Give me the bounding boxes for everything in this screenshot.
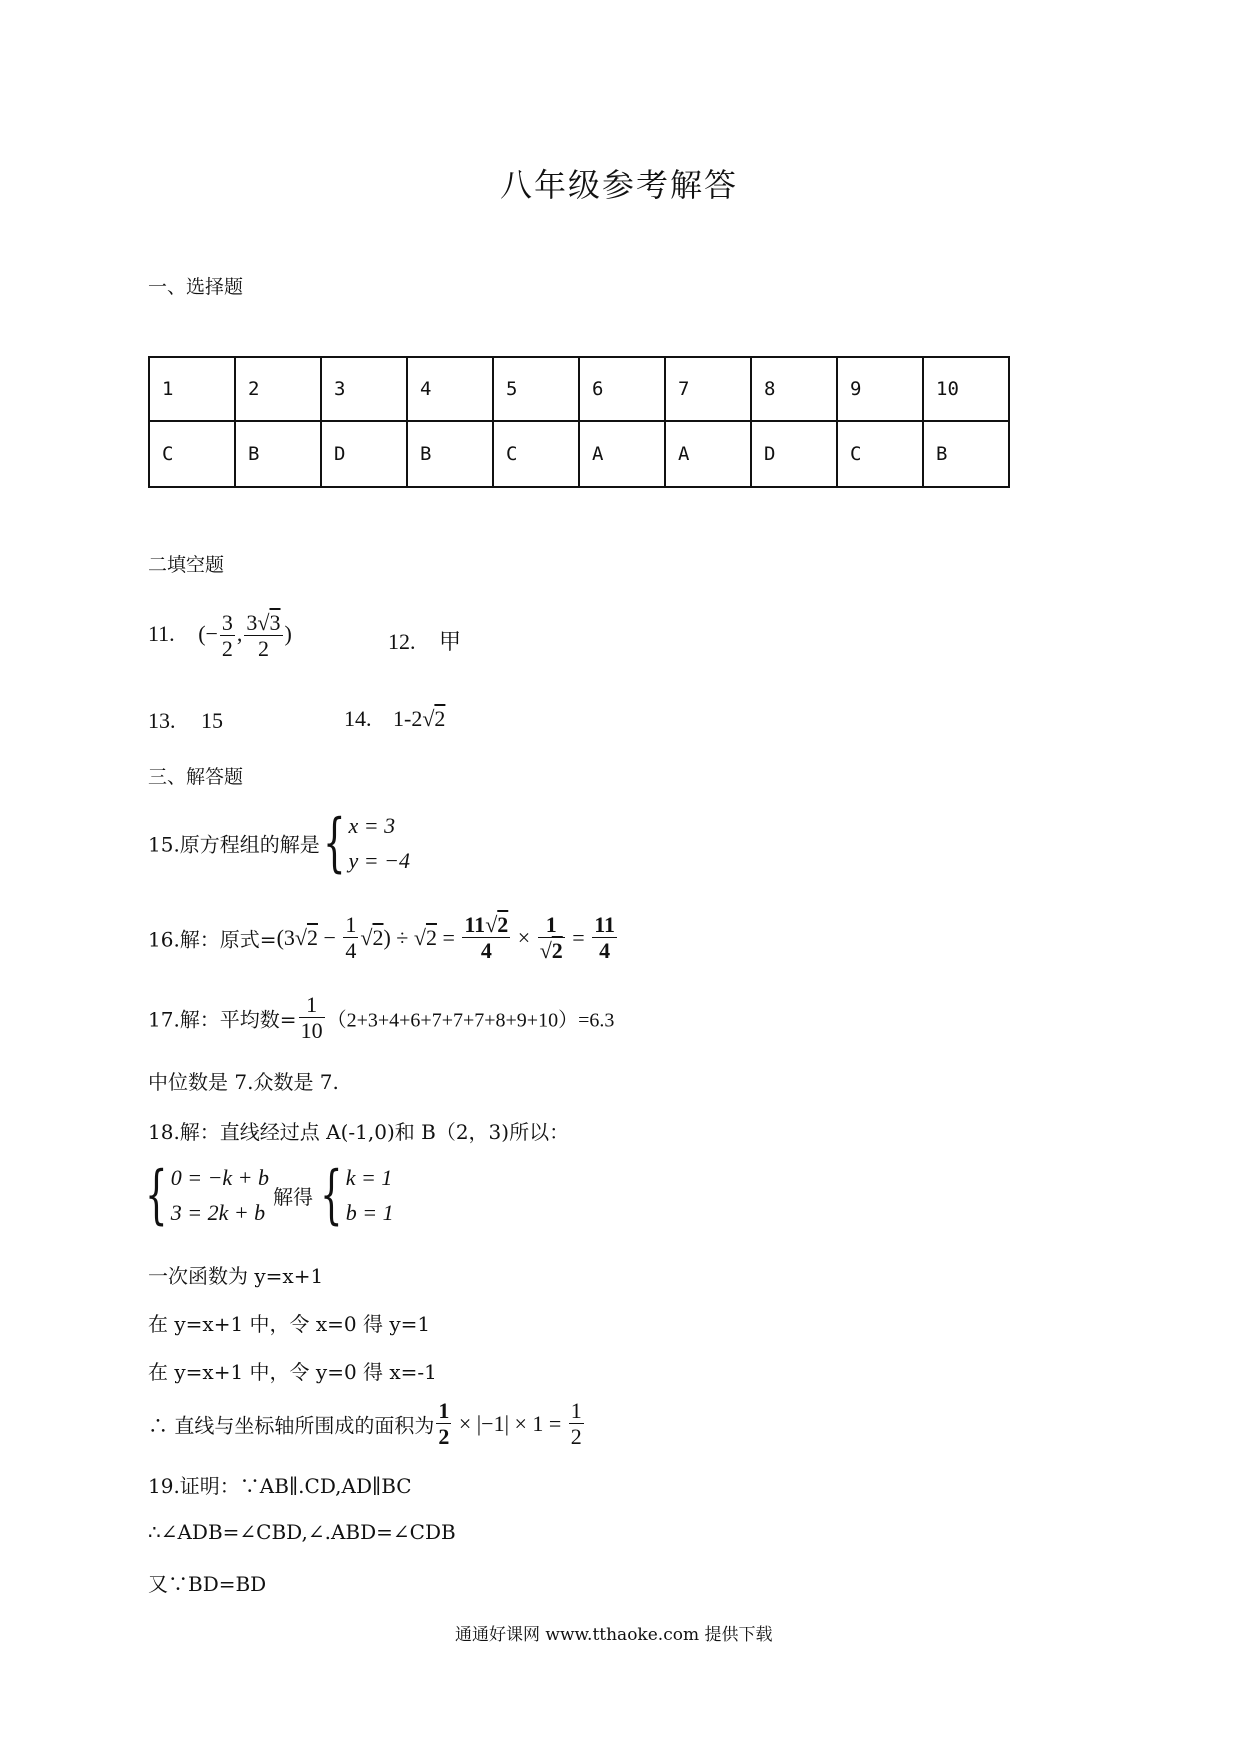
table-cell: 4: [407, 357, 493, 421]
answer-11: [148, 610, 292, 662]
q19-line1: 19.证明：∵AB∥.CD,AD∥BC: [148, 1474, 412, 1498]
answer-12: [388, 625, 461, 656]
answer-table: [148, 356, 1010, 488]
page-footer: 通通好课网 www.tthaoke.com 提供下载: [455, 1625, 773, 1645]
question-number: 12.: [388, 629, 416, 654]
table-cell: B: [923, 421, 1009, 487]
paren-open: (−: [198, 620, 218, 646]
table-cell: 6: [579, 357, 665, 421]
fraction: $\frac{1}{10}$: [300, 992, 323, 1044]
table-cell: B: [235, 421, 321, 487]
answer-16: 16.解：原式=(3√2 − $\frac{1}{4}$ √2) ÷ √2 = $\frac{11√2}{4}$ × $\frac{1}{√2}$ = $\frac{11}{4}$: [148, 912, 615, 964]
comma: ,: [236, 620, 243, 646]
answer-value: 15: [201, 708, 223, 733]
table-cell: C: [837, 421, 923, 487]
table-row-answers: [149, 421, 1009, 487]
question-number: 11.: [148, 620, 175, 646]
q18-line3: 在 y=x+1 中，令 y=0 得 x=-1: [148, 1360, 437, 1384]
fraction: $\frac{3√3}{2}$: [246, 610, 281, 662]
solve-label: 解得: [273, 1184, 314, 1209]
radicand: 2: [434, 706, 446, 731]
answer-15: [148, 806, 410, 881]
q18-systems: [142, 1158, 394, 1233]
equation-system: x = 3 y = −4: [348, 813, 410, 874]
fraction: $\frac{1}{2}$: [570, 1398, 582, 1450]
table-cell: 5: [493, 357, 579, 421]
q19-line2: ∴∠ADB=∠CBD,∠.ABD=∠CDB: [148, 1520, 456, 1544]
fraction: $\frac{1}{√2}$: [539, 912, 563, 964]
paren-close: ): [284, 620, 292, 646]
brace-icon: {: [322, 806, 346, 881]
q18-line4: ∴ 直线与坐标轴所围成的面积为 $\frac{1}{2}$ × |−1| × 1 = $\frac{1}{2}$: [148, 1398, 582, 1450]
table-row-numbers: [149, 357, 1009, 421]
table-cell: C: [493, 421, 579, 487]
brace-icon: {: [145, 1158, 168, 1233]
table-cell: 3: [321, 357, 407, 421]
q16-text: 16.解：原式=: [148, 927, 277, 952]
table-cell: 10: [923, 357, 1009, 421]
section-heading-solve: 三、解答题: [148, 766, 244, 788]
brace-icon: {: [320, 1158, 343, 1233]
page-title: 八年级参考解答: [500, 166, 739, 204]
q18-text: 18.解：直线经过点 A(-1,0)和 B（2，3)所以：: [148, 1120, 570, 1144]
table-cell: 1: [149, 357, 235, 421]
table-cell: 8: [751, 357, 837, 421]
equation-system: k = 1 b = 1: [345, 1165, 394, 1226]
fraction: $\frac{3}{2}$: [221, 610, 233, 662]
section-heading-fill: 二填空题: [148, 554, 225, 576]
table-cell: 7: [665, 357, 751, 421]
section-heading-choice: 一、选择题: [148, 276, 244, 298]
table-cell: A: [579, 421, 665, 487]
answer-17: [148, 992, 614, 1044]
q17-text: 17.解：平均数=: [148, 1007, 297, 1032]
fraction: $\frac{1}{4}$: [345, 912, 357, 964]
equation-system: 0 = −k + b 3 = 2k + b: [170, 1165, 270, 1226]
table-cell: C: [149, 421, 235, 487]
q15-text: 15.原方程组的解是: [148, 832, 320, 857]
table-cell: A: [665, 421, 751, 487]
table-cell: 9: [837, 357, 923, 421]
table-cell: B: [407, 421, 493, 487]
fraction: $\frac{11√2}{4}$: [464, 912, 509, 964]
fraction: $\frac{11}{4}$: [594, 912, 615, 964]
answer-13: [148, 708, 223, 734]
question-number: 14.: [344, 706, 372, 731]
q18-line2: 在 y=x+1 中，令 x=0 得 y=1: [148, 1312, 431, 1336]
q19-line3: 又∵BD=BD: [148, 1572, 267, 1596]
q17-line2: 中位数是 7.众数是 7.: [148, 1070, 339, 1094]
answer-14: 14. 1-2√2: [344, 706, 446, 731]
table-cell: D: [751, 421, 837, 487]
answer-value: 1-2: [393, 706, 423, 731]
q18-line1: 一次函数为 y=x+1: [148, 1264, 324, 1288]
fraction: $\frac{1}{2}$: [438, 1398, 450, 1450]
table-cell: 2: [235, 357, 321, 421]
table-cell: D: [321, 421, 407, 487]
q17-expression: （2+3+4+6+7+7+7+8+9+10）=6.3: [326, 1009, 615, 1032]
question-number: 13.: [148, 708, 176, 733]
answer-value: 甲: [439, 629, 462, 654]
